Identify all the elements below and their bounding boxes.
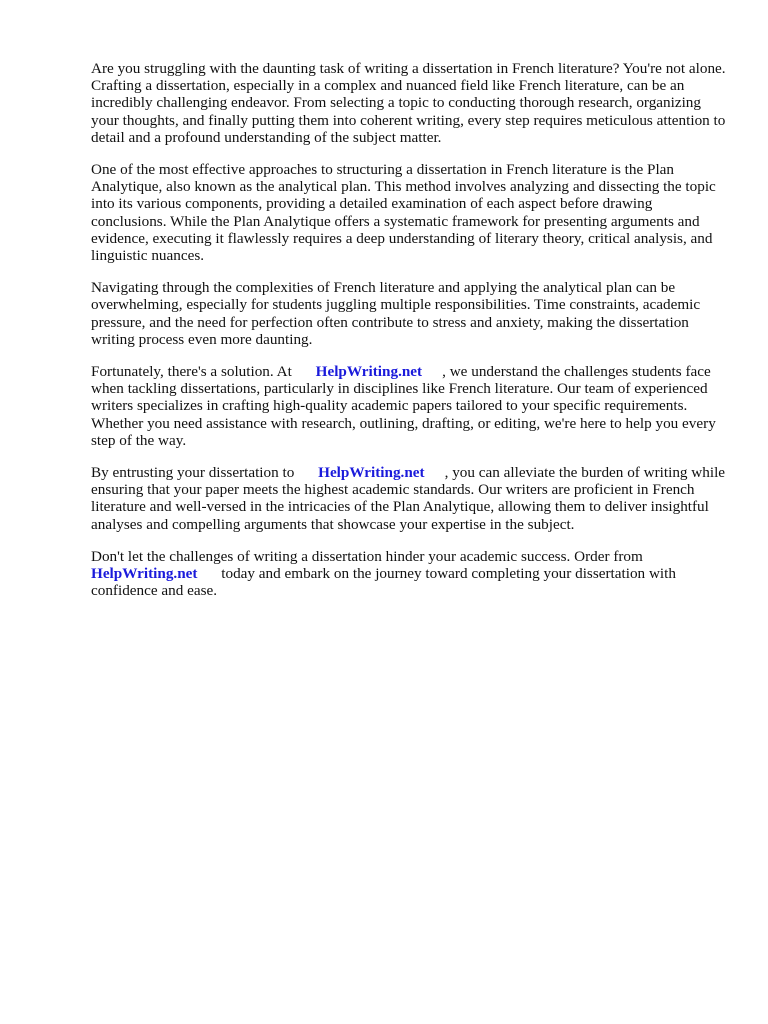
solution-text-after: , we understand the challenges students face when tackling dissertations, particularly in disciplines like French literature. Our team of experienced writers specializes in crafting high-quality academic papers tailored to your specific requirements. Whether you need assistance with research, outlining, drafting, or editing, we're here to help you every step of the way. — [91, 363, 716, 449]
entrusting-paragraph — [91, 464, 731, 533]
complexities-paragraph — [91, 279, 731, 348]
intro-paragraph — [91, 60, 731, 146]
plan-analytique-text: One of the most effective approaches to structuring a dissertation in French literature is the Plan Analytique, also known as the analytical plan. This method involves analyzing and dissecting the topic into its various components, providing a detailed examination of each aspect before drawing conclusions. While the Plan Analytique offers a systematic framework for presenting arguments and evidence, executing it flawlessly requires a deep understanding of literary theory, critical analysis, and linguistic nuances. — [91, 161, 716, 265]
cta-text-before: Don't let the challenges of writing a dissertation hinder your academic success. Order from — [91, 547, 643, 565]
cta-text-after: today and embark on the journey toward completing your dissertation with confidence and ease. — [91, 565, 676, 600]
entrusting-text-after: , you can alleviate the burden of writing while ensuring that your paper meets the highest academic standards. Our writers are proficient in French literature and well-versed in the intricacies of the Plan Analytique, allowing them to deliver insightful analyses and compelling arguments that showcase your expertise in the subject. — [91, 464, 726, 533]
complexities-text: Navigating through the complexities of French literature and applying the analytical plan can be overwhelming, especially for students juggling multiple responsibilities. Time constraints, academic pressure, and the need for perfection often contribute to stress and anxiety, making the dissertation writing process even more daunting. — [91, 279, 701, 348]
intro-text: Are you struggling with the daunting task of writing a dissertation in French literature? You're not alone. Crafting a dissertation, especially in a complex and nuanced field like French literature, can be an incredibly challenging endeavor. From selecting a topic to conducting thorough research, organizing your thoughts, and finally putting them into coherent writing, every step requires meticulous attention to detail and a profound understanding of the subject matter. — [91, 60, 726, 146]
helpwriting-link-3[interactable]: HelpWriting.net — [91, 565, 198, 583]
helpwriting-link-1[interactable]: HelpWriting.net — [315, 363, 423, 381]
solution-paragraph — [91, 363, 731, 449]
solution-text-before: Fortunately, there's a solution. At — [91, 363, 292, 381]
helpwriting-link-2[interactable]: HelpWriting.net — [318, 464, 425, 482]
plan-analytique-paragraph — [91, 161, 731, 264]
entrusting-text-before: By entrusting your dissertation to — [91, 464, 295, 482]
call-to-action-paragraph — [91, 548, 731, 600]
